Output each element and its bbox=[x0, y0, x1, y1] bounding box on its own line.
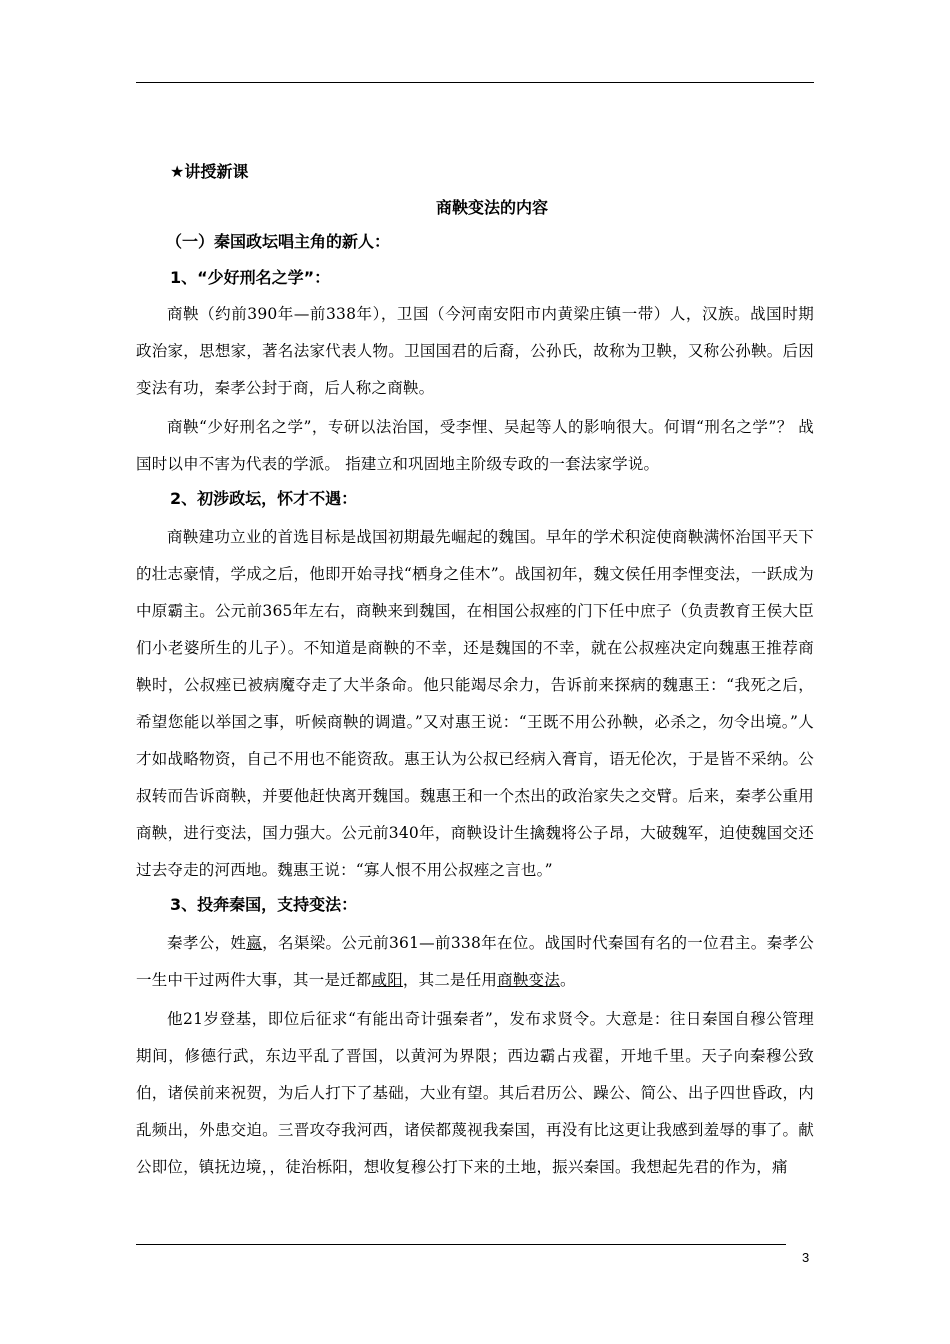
link-ying[interactable]: 嬴 bbox=[246, 934, 263, 952]
paragraph: 他21岁登基，即位后征求“有能出奇计强秦者”，发布求贤令。大意是：往日秦国自穆公管理期间，修德行武，东边平乱了晋国，以黄河为界限；西边霸占戎翟，开地千里。天子向秦穆公致伯，诸侯前来祝贺，为后人打下了基础，大业有望。其后君历公、躁公、简公、出子四世昏政，内乱频出，外患交迫。三晋攻夺我河西，诸侯都蔑视我秦国，再没有比这更让我感到羞辱的事了。献公即位，镇抚边境，，徒治栎阳，想收复穆公打下来的土地，振兴秦国。我想起先君的作为，痛 bbox=[136, 1010, 814, 1176]
text-run: ，名渠梁。公元前361—前338年在位。战国时代秦国有名的一位君主。秦孝公一生中干过两件大事，其一是迁都 bbox=[136, 934, 814, 989]
link-shangyang-reform[interactable]: 商鞅变法 bbox=[497, 971, 560, 989]
paragraph bbox=[136, 925, 814, 999]
text-run: ，其二是任用 bbox=[402, 971, 498, 989]
header-rule bbox=[136, 82, 814, 83]
page-body bbox=[136, 160, 814, 1186]
paragraph: 商鞅“少好刑名之学”，专研以法治国，受李悝、吴起等人的影响很大。何谓“刑名之学”？ 战国时以申不害为代表的学派。 指建立和巩固地主阶级专政的一套法家学说。 bbox=[136, 418, 814, 473]
link-xianyang[interactable]: 咸阳 bbox=[371, 971, 403, 989]
section-heading-1: 1、“少好刑名之学”： bbox=[170, 268, 331, 287]
page-title: 商鞅变法的内容 bbox=[435, 198, 548, 217]
text-run: 。 bbox=[559, 971, 576, 989]
paragraph: 商鞅建功立业的首选目标是战国初期最先崛起的魏国。早年的学术积淀使商鞅满怀治国平天下的壮志豪情，学成之后，他即开始寻找“栖身之佳木”。战国初年，魏文侯任用李悝变法，一跃成为中原霸主。公元前365年左右，商鞅来到魏国，在相国公叔痤的门下任中庶子（负责教育王侯大臣们小老婆所生的儿子）。不知道是商鞅的不幸，还是魏国的不幸，就在公叔痤决定向魏惠王推荐商鞅时，公叔痤已被病魔夺走了大半条命。他只能竭尽余力，告诉前来探病的魏惠王：“我死之后，希望您能以举国之事，听候商鞅的调遣。”又对惠王说：“王既不用公孙鞅，必杀之，勿令出境。”人才如战略物资，自己不用也不能资敌。惠王认为公叔已经病入膏肓，语无伦次，于是皆不采纳。公叔转而告诉商鞅，并要他赶快离开魏国。魏惠王和一个杰出的政治家失之交臂。后来，秦孝公重用商鞅，进行变法，国力强大。公元前340年，商鞅设计生擒魏将公子昂，大破魏军，迫使魏国交还过去夺走的河西地。魏惠王说：“寡人恨不用公叔痤之言也。” bbox=[136, 528, 814, 879]
subtitle: （一）秦国政坛唱主角的新人： bbox=[166, 232, 391, 251]
page-number: 3 bbox=[802, 1250, 810, 1265]
section-heading-3: 3、投奔秦国，支持变法： bbox=[170, 895, 358, 914]
paragraph: 商鞅（约前390年—前338年），卫国（今河南安阳市内黄梁庄镇一带）人，汉族。战国时期政治家，思想家，著名法家代表人物。卫国国君的后裔，公孙氏，故称为卫鞅，又称公孙鞅。后因变法有功，秦孝公封于商，后人称之商鞅。 bbox=[136, 305, 814, 397]
footer-rule bbox=[136, 1244, 786, 1245]
text-run: 秦孝公，姓 bbox=[167, 934, 247, 952]
section-marker: ★讲授新课 bbox=[170, 162, 249, 181]
section-heading-2: 2、初涉政坛，怀才不遇： bbox=[170, 489, 358, 508]
